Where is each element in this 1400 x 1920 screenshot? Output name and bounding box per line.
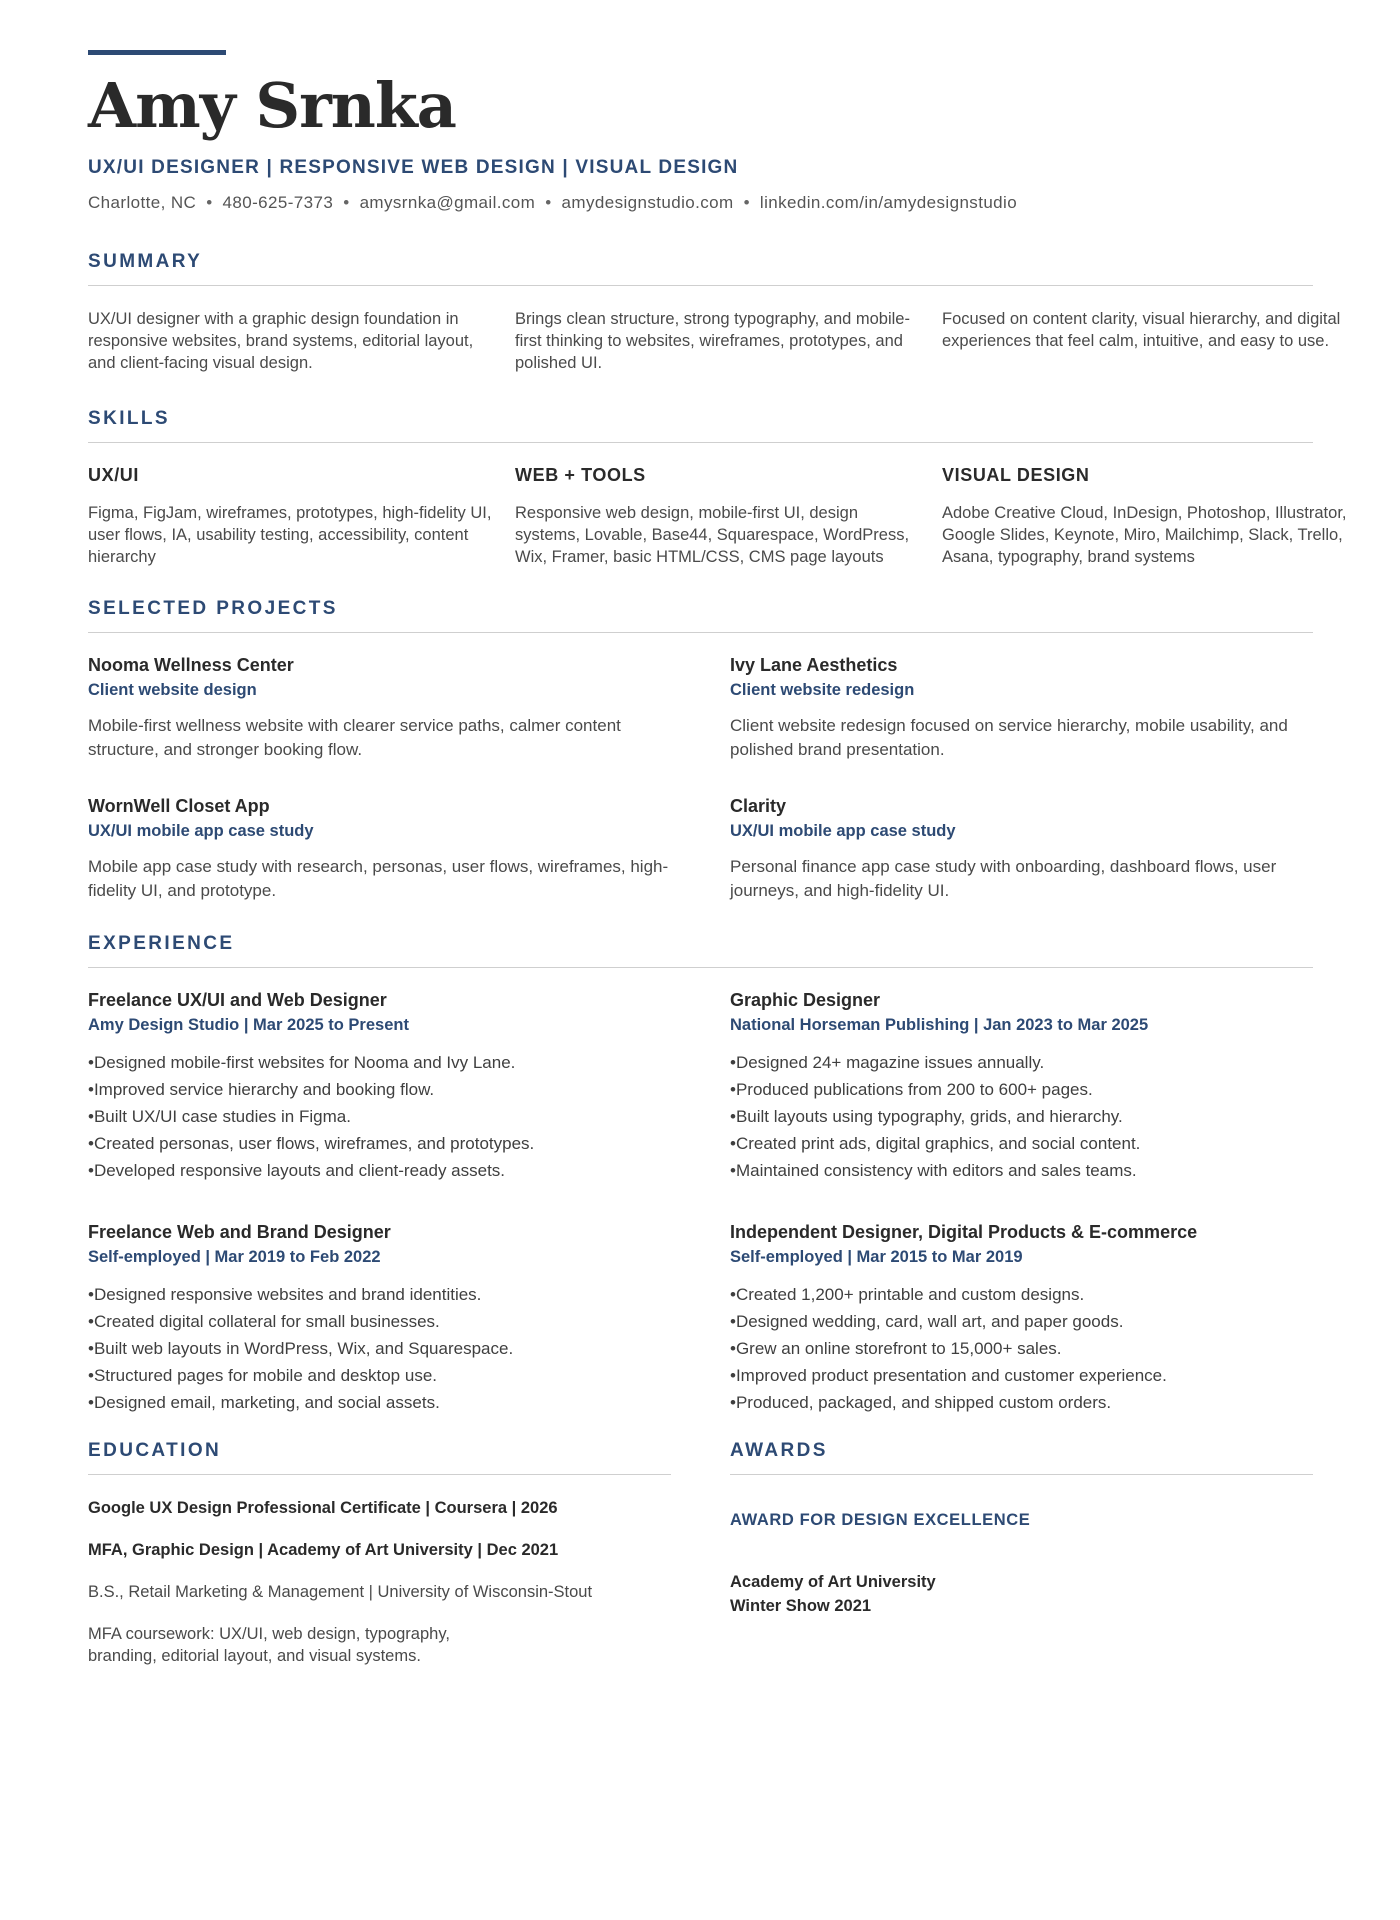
experience-section <box>88 990 1313 1454</box>
job-bullet: • Designed email, marketing, and social assets. <box>88 1389 671 1416</box>
contact-separator: • <box>545 193 552 212</box>
job-bullet: • Produced, packaged, and shipped custom orders. <box>730 1389 1313 1416</box>
skill-group-heading: UX/UI <box>88 465 140 485</box>
award-name: AWARD FOR DESIGN EXCELLENCE <box>730 1511 1031 1529</box>
project-item <box>730 796 1313 903</box>
project-type: Client website redesign <box>730 681 915 699</box>
job-item <box>88 1222 671 1416</box>
skill-group <box>88 465 493 568</box>
headline: UX/UI DESIGNER | RESPONSIVE WEB DESIGN | VISUAL DESIGN <box>88 157 739 178</box>
project-description: Mobile app case study with research, personas, user flows, wireframes, high-fidelity UI, and prototype. <box>88 857 669 900</box>
education-item: B.S., Retail Marketing & Management | University of Wisconsin-Stout <box>88 1583 593 1601</box>
job-bullet: • Designed mobile-first websites for Nooma and Ivy Lane. <box>88 1049 671 1076</box>
job-item <box>730 990 1313 1184</box>
project-description: Personal finance app case study with onboarding, dashboard flows, user journeys, and high-fidelity UI. <box>730 857 1277 900</box>
experience-heading: EXPERIENCE <box>88 933 1313 968</box>
job-org: Amy Design Studio | Mar 2025 to Present <box>88 1016 409 1034</box>
job-role: Freelance UX/UI and Web Designer <box>88 990 387 1010</box>
project-type: UX/UI mobile app case study <box>88 822 314 840</box>
projects-heading: SELECTED PROJECTS <box>88 598 1313 633</box>
job-bullet: • Built UX/UI case studies in Figma. <box>88 1103 671 1130</box>
award-org-line: Winter Show 2021 <box>730 1597 872 1615</box>
contact-linkedin[interactable]: linkedin.com/in/amydesignstudio <box>759 193 1018 212</box>
job-bullets <box>88 1281 671 1416</box>
project-name: Nooma Wellness Center <box>88 655 294 675</box>
summary-section <box>88 308 1341 374</box>
project-type: UX/UI mobile app case study <box>730 822 956 840</box>
awards-heading: AWARDS <box>730 1440 1313 1475</box>
job-bullet: • Improved service hierarchy and booking flow. <box>88 1076 671 1103</box>
contact-separator: • <box>343 193 350 212</box>
job-role: Graphic Designer <box>730 990 881 1010</box>
job-bullets <box>88 1049 671 1184</box>
job-bullet: • Created personas, user flows, wireframes, and prototypes. <box>88 1130 671 1157</box>
project-item <box>88 655 671 762</box>
projects-section <box>88 655 1313 937</box>
job-org: Self-employed | Mar 2015 to Mar 2019 <box>730 1248 1023 1266</box>
header-accent-rule <box>88 50 226 55</box>
skill-group <box>942 465 1347 568</box>
education-heading: EDUCATION <box>88 1440 671 1475</box>
job-bullet: • Designed wedding, card, wall art, and paper goods. <box>730 1308 1313 1335</box>
education-awards-row <box>88 1440 1313 1687</box>
job-bullet: • Grew an online storefront to 15,000+ sales. <box>730 1335 1313 1362</box>
contact-separator: • <box>206 193 213 212</box>
job-bullet: • Maintained consistency with editors and sales teams. <box>730 1157 1313 1184</box>
job-bullet: • Structured pages for mobile and desktop use. <box>88 1362 671 1389</box>
resume-page <box>88 50 1347 1687</box>
summary-paragraph: Focused on content clarity, visual hierarchy, and digital experiences that feel calm, intuitive, and easy to use. <box>942 310 1341 350</box>
skill-group-text: Figma, FigJam, wireframes, prototypes, high-fidelity UI, user flows, IA, usability testing, accessibility, content hierarchy <box>88 504 492 566</box>
award-org-line: Academy of Art University <box>730 1573 936 1591</box>
skill-group <box>515 465 920 568</box>
contact-location: Charlotte, NC <box>88 193 197 212</box>
summary-paragraph: UX/UI designer with a graphic design foundation in responsive websites, brand systems, editorial layout, and client-facing visual design. <box>88 310 474 372</box>
skills-heading: SKILLS <box>88 408 1313 443</box>
job-bullet: • Built layouts using typography, grids, and hierarchy. <box>730 1103 1313 1130</box>
contact-separator: • <box>743 193 750 212</box>
job-bullet: • Produced publications from 200 to 600+ pages. <box>730 1076 1313 1103</box>
project-name: Clarity <box>730 796 787 816</box>
skill-group-heading: VISUAL DESIGN <box>942 465 1090 485</box>
contact-email[interactable]: amysrnka@gmail.com <box>359 193 536 212</box>
education-section <box>88 1440 671 1687</box>
education-item: Google UX Design Professional Certificate | Coursera | 2026 <box>88 1499 558 1517</box>
job-bullets <box>730 1049 1313 1184</box>
project-type: Client website design <box>88 681 257 699</box>
contact-line <box>88 193 1313 213</box>
job-bullet: • Designed 24+ magazine issues annually. <box>730 1049 1313 1076</box>
project-description: Mobile-first wellness website with clearer service paths, calmer content structure, and stronger booking flow. <box>88 716 621 759</box>
project-description: Client website redesign focused on service hierarchy, mobile usability, and polished brand presentation. <box>730 716 1288 759</box>
skill-group-heading: WEB + TOOLS <box>515 465 646 485</box>
summary-heading: SUMMARY <box>88 251 1313 286</box>
job-bullet: • Developed responsive layouts and client-ready assets. <box>88 1157 671 1184</box>
project-item <box>730 655 1313 762</box>
job-bullet: • Created 1,200+ printable and custom designs. <box>730 1281 1313 1308</box>
job-bullet: • Built web layouts in WordPress, Wix, and Squarespace. <box>88 1335 671 1362</box>
project-item <box>88 796 671 903</box>
job-org: National Horseman Publishing | Jan 2023 to Mar 2025 <box>730 1016 1149 1034</box>
job-bullet: • Improved product presentation and customer experience. <box>730 1362 1313 1389</box>
skills-section <box>88 465 1347 568</box>
awards-section <box>730 1440 1313 1687</box>
summary-paragraph: Brings clean structure, strong typography, and mobile-first thinking to websites, wireframes, prototypes, and polished UI. <box>515 310 910 372</box>
candidate-name: Amy Srnka <box>88 69 456 142</box>
skill-group-text: Responsive web design, mobile-first UI, design systems, Lovable, Base44, Squarespace, WordPress, Wix, Framer, basic HTML/CSS, CMS page layouts <box>515 504 910 566</box>
contact-phone[interactable]: 480-625-7373 <box>222 193 334 212</box>
job-role: Freelance Web and Brand Designer <box>88 1222 391 1242</box>
job-bullets <box>730 1281 1313 1416</box>
project-name: Ivy Lane Aesthetics <box>730 655 898 675</box>
job-role: Independent Designer, Digital Products & E-commerce <box>730 1222 1198 1242</box>
job-item <box>88 990 671 1184</box>
job-org: Self-employed | Mar 2019 to Feb 2022 <box>88 1248 381 1266</box>
skill-group-text: Adobe Creative Cloud, InDesign, Photoshop, Illustrator, Google Slides, Keynote, Miro, Mailchimp, Slack, Trello, Asana, typography, brand systems <box>942 504 1347 566</box>
project-name: WornWell Closet App <box>88 796 270 816</box>
education-item: MFA, Graphic Design | Academy of Art University | Dec 2021 <box>88 1541 559 1559</box>
job-bullet: • Created digital collateral for small businesses. <box>88 1308 671 1335</box>
job-bullet: • Designed responsive websites and brand identities. <box>88 1281 671 1308</box>
job-item <box>730 1222 1313 1416</box>
education-coursework: MFA coursework: UX/UI, web design, typography, branding, editorial layout, and visual systems. <box>88 1625 450 1665</box>
job-bullet: • Created print ads, digital graphics, and social content. <box>730 1130 1313 1157</box>
contact-website[interactable]: amydesignstudio.com <box>561 193 734 212</box>
